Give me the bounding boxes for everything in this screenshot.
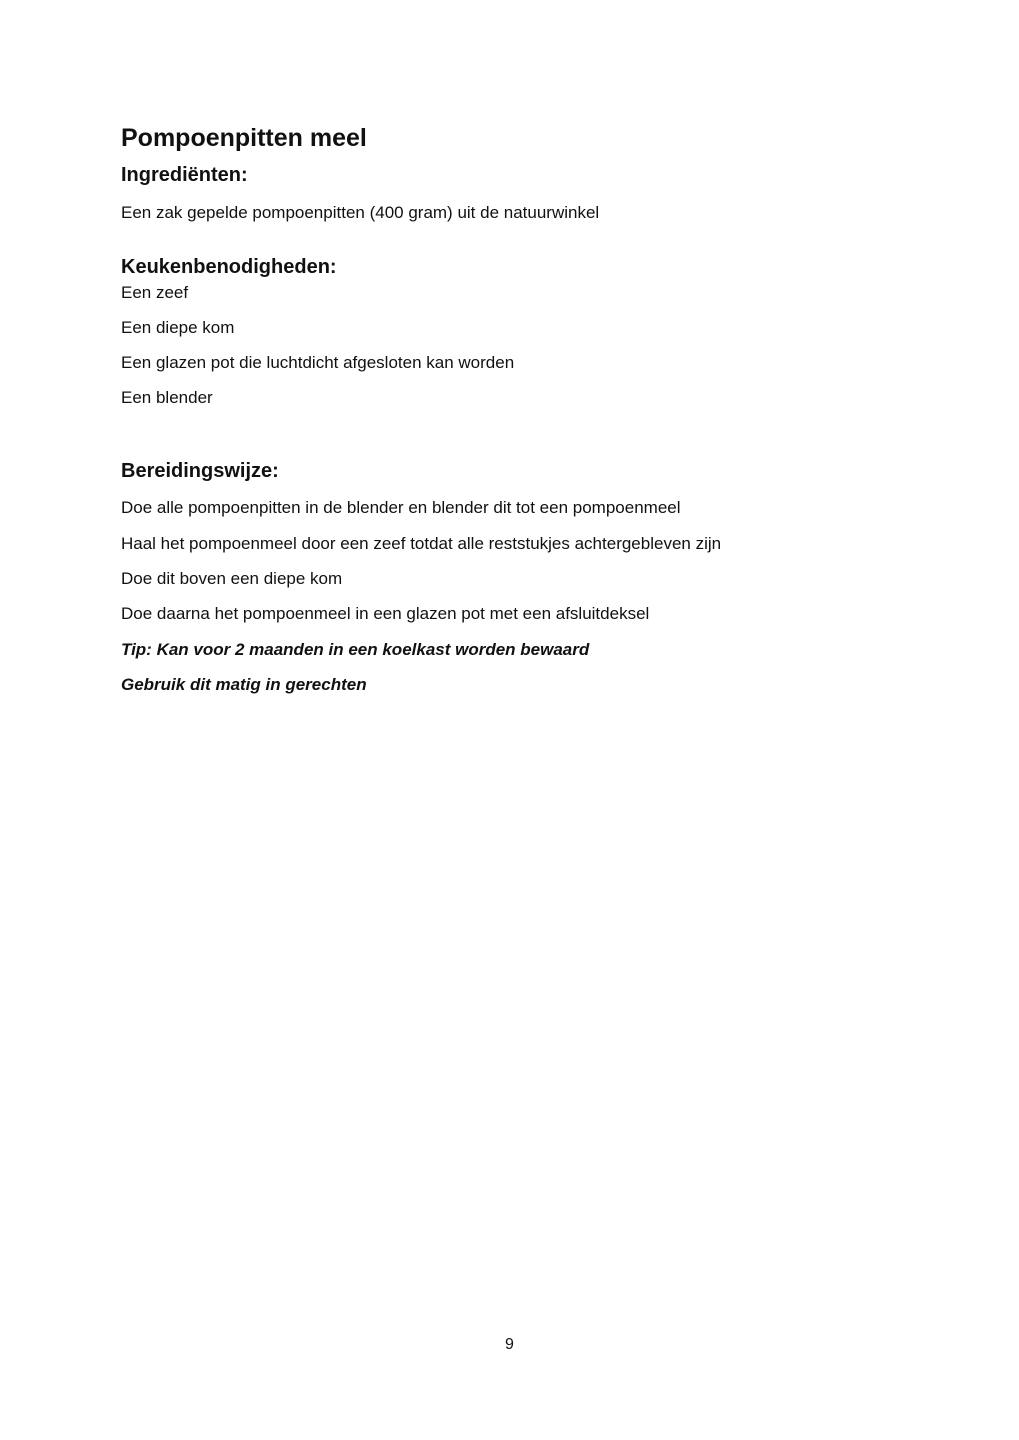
equipment-item: Een diepe kom xyxy=(121,318,235,337)
preparation-step: Doe alle pompoenpitten in de blender en blender dit tot een pompoenmeel xyxy=(121,498,681,517)
equipment-item: Een zeef xyxy=(121,283,189,302)
page-number: 9 xyxy=(505,1336,514,1353)
equipment-item: Een glazen pot die luchtdicht afgesloten kan worden xyxy=(121,353,515,372)
equipment-heading: Keukenbenodigheden: xyxy=(121,256,337,278)
preparation-heading: Bereidingswijze: xyxy=(121,460,279,482)
preparation-step: Haal het pompoenmeel door een zeef totdat alle reststukjes achtergebleven zijn xyxy=(121,534,722,553)
recipe-title: Pompoenpitten meel xyxy=(121,124,367,152)
preparation-step: Doe daarna het pompoenmeel in een glazen pot met een afsluitdeksel xyxy=(121,604,650,623)
equipment-item: Een blender xyxy=(121,388,213,407)
ingredient-item: Een zak gepelde pompoenpitten (400 gram) uit de natuurwinkel xyxy=(121,203,600,222)
usage-tip: Gebruik dit matig in gerechten xyxy=(121,675,367,694)
ingredients-heading: Ingrediënten: xyxy=(121,164,248,186)
storage-tip: Tip: Kan voor 2 maanden in een koelkast worden bewaard xyxy=(121,640,590,659)
preparation-step: Doe dit boven een diepe kom xyxy=(121,569,343,588)
